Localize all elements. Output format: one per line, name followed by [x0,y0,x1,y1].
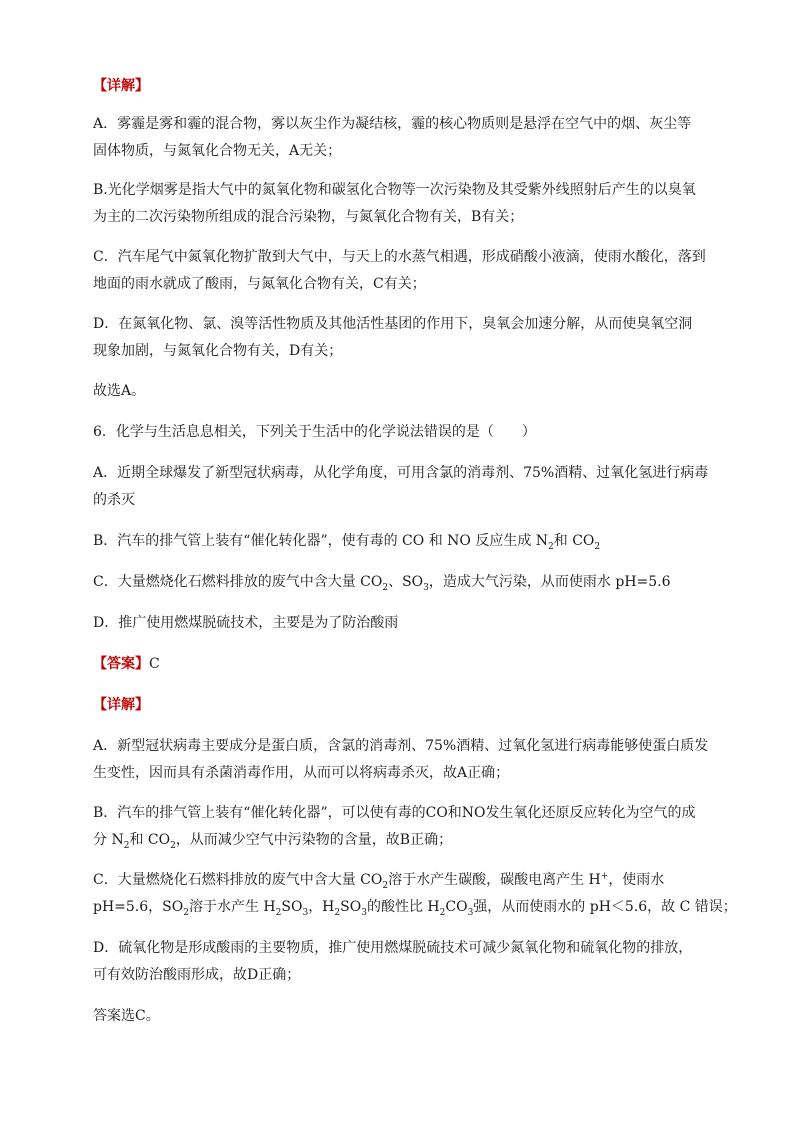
section-heading-explanation: 【详解】 [93,78,149,94]
explanation-d-line2: 现象加剧，与氮氧化合物有关，D有关； [93,343,343,359]
explanation2-conclusion: 答案选C。 [93,1008,160,1024]
explanation2-a-line2: 生变性，因而具有杀菌消毒作用，从而可以将病毒杀灭，故A正确； [93,765,510,781]
explanation-c-line2: 地面的雨水就成了酸雨，与氮氧化合物有关，C有关； [93,276,426,292]
section-heading-explanation-2: 【详解】 [93,697,149,713]
explanation2-c-line2: pH=5.6，$SO_2$溶于水产生 $H_2SO_3$，$H_2SO_3$的酸性比 $H_2CO_3$强，从而使雨水的 pH＜5.6，故 C 错误； [93,899,737,918]
answer-line [93,650,703,679]
explanation-b-line2: 为主的二次污染物所组成的混合污染物，与氮氧化合物有关，B有关； [93,209,524,225]
explanation-a-line2: 固体物质，与氮氧化合物无关，A无关； [93,143,342,159]
answer-value: C [149,656,160,672]
explanation-c-line1: C．汽车尾气中氮氧化物扩散到大气中，与天上的水蒸气相遇，形成硝酸小液滴，使雨水酸化，落到 [93,249,706,265]
option-a-line1: A．近期全球爆发了新型冠状病毒，从化学角度，可用含氯的消毒剂、75%酒精、过氧化氢进行病毒 [93,465,709,481]
explanation-a-line1: A．雾霾是雾和霾的混合物，雾以灰尘作为凝结核，霾的核心物质则是悬浮在空气中的烟、灰尘等 [93,116,692,132]
explanation2-d-line1: D．硫氧化物是形成酸雨的主要物质，推广使用燃煤脱硫技术可减少氮氧化物和硫氧化物的排放， [93,940,693,956]
explanation2-d-line2: 可有效防治酸雨形成，故D正确； [93,967,301,983]
answer-label: 【答案】 [93,656,149,672]
option-c: C．大量燃烧化石燃料排放的废气中含大量 $CO_2$、$SO_3$，造成大气污染，从而使雨水 pH=5.6 [93,574,671,593]
option-b: B．汽车的排气管上装有“催化转化器”，使有毒的 CO 和 NO 反应生成 $N_2$和 $CO_2$ [93,533,601,552]
explanation2-b-line1: B．汽车的排气管上装有“催化转化器”，可以使有毒的CO和NO发生氧化还原反应转化为空气的成 [93,805,696,821]
option-d: D．推广使用燃煤脱硫技术，主要是为了防治酸雨 [93,615,399,631]
option-a-line2: 的杀灭 [93,492,135,508]
explanation2-a-line1: A．新型冠状病毒主要成分是蛋白质，含氯的消毒剂、75%酒精、过氧化氢进行病毒能够使蛋白质发 [93,738,709,754]
question-6-stem: 6．化学与生活息息相关，下列关于生活中的化学说法错误的是（ ） [93,424,536,440]
explanation-conclusion: 故选A。 [93,383,146,399]
explanation-d-line1: D．在氮氧化物、氯、溴等活性物质及其他活性基团的作用下，臭氧会加速分解，从而使臭氧空洞 [93,316,693,332]
explanation-b-line1: B.光化学烟雾是指大气中的氮氧化物和碳氢化合物等一次污染物及其受紫外线照射后产生的以臭氧 [93,182,696,198]
explanation2-c-line1: C．大量燃烧化石燃料排放的废气中含大量 $CO_2$溶于水产生碳酸，碳酸电离产生 H+，使雨水 [93,871,665,891]
explanation2-b-line2: 分 $N_2$和 $CO_2$，从而减少空气中污染物的含量，故B正确； [93,832,453,851]
